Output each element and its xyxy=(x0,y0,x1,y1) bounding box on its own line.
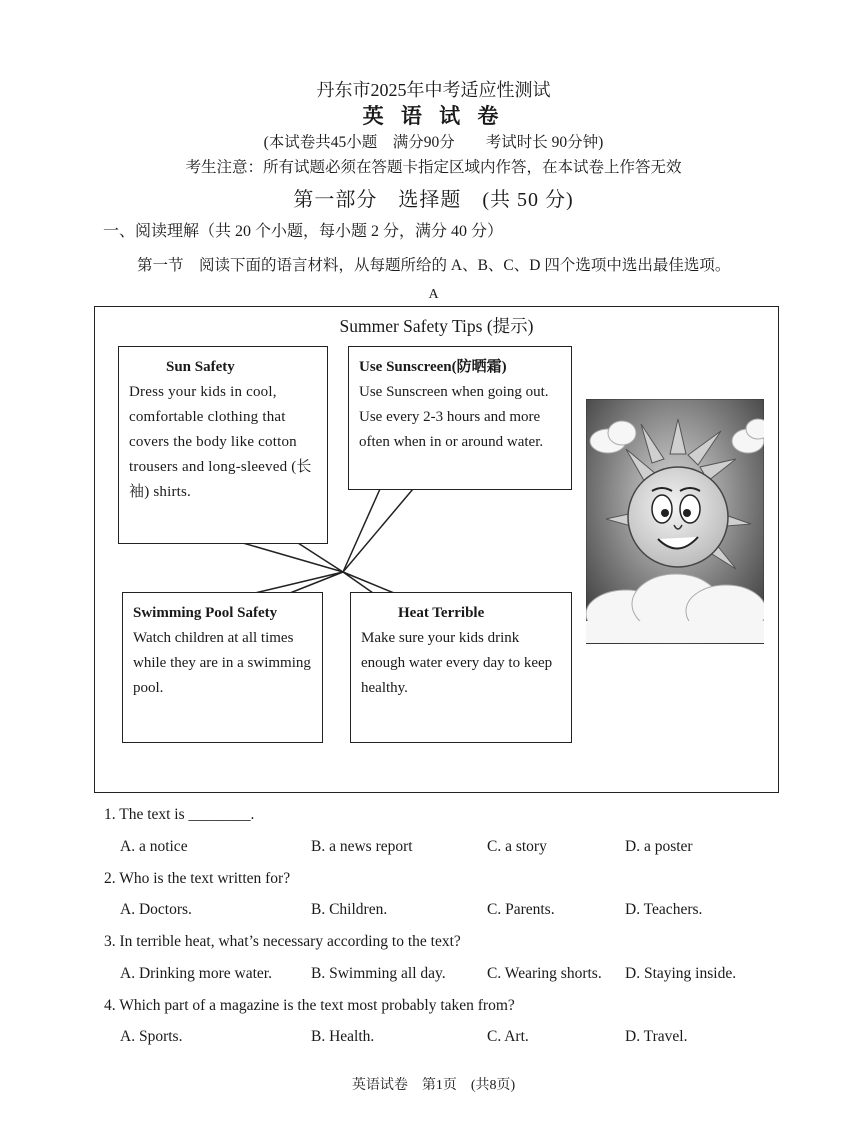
question-2-stem: 2. Who is the text written for? xyxy=(104,870,291,887)
tip-box-sunscreen xyxy=(348,346,572,490)
tip-body: Dress your kids in cool, comfortable clothing that covers the body like cotton trousers and long-sleeved (长袖) shirts. xyxy=(129,384,312,500)
q2-option-b: B. Children. xyxy=(311,901,388,918)
q4-option-b: B. Health. xyxy=(311,1028,375,1045)
q2-option-d: D. Teachers. xyxy=(625,901,703,918)
tip-box-sun-safety xyxy=(118,346,328,544)
pointer-sunscreen xyxy=(343,489,413,572)
tip-body: Make sure your kids drink enough water every day to keep healthy. xyxy=(361,630,553,696)
tip-heading: Use Sunscreen(防晒霜) xyxy=(359,359,507,375)
part-title: 第一部分 选择题 (共 50 分) xyxy=(293,189,574,211)
section-instruction: 第一节 阅读下面的语言材料，从每题所给的 A、B、C、D 四个选项中选出最佳选项。 xyxy=(137,257,731,274)
pointer-pool xyxy=(255,572,343,593)
question-1-stem: 1. The text is ________. xyxy=(104,806,255,823)
q4-option-c: C. Art. xyxy=(487,1028,529,1045)
smiling-sun-illustration xyxy=(586,399,764,644)
tip-heading: Heat Terrible xyxy=(398,605,485,621)
q3-option-a: A. Drinking more water. xyxy=(120,965,272,982)
tip-body: Use Sunscreen when going out. Use every 2-3 hours and more often when in or around water. xyxy=(359,384,549,450)
q2-option-a: A. Doctors. xyxy=(120,901,192,918)
q3-option-d: D. Staying inside. xyxy=(625,965,737,982)
pointer-sun-safety xyxy=(243,543,343,572)
tip-heading: Swimming Pool Safety xyxy=(133,605,278,621)
subject-title: 英 语 试 卷 xyxy=(362,104,505,128)
q3-option-b: B. Swimming all day. xyxy=(311,965,446,982)
page-footer: 英语试卷 第1页 (共8页) xyxy=(351,1078,516,1093)
q3-option-c: C. Wearing shorts. xyxy=(487,965,602,982)
q1-option-d: D. a poster xyxy=(625,838,693,855)
exam-info: (本试卷共45小题 满分90分 考试时长 90分钟) xyxy=(263,134,604,151)
passage-label: A xyxy=(428,287,439,302)
q2-option-c: C. Parents. xyxy=(487,901,555,918)
q4-option-d: D. Travel. xyxy=(625,1028,688,1045)
q4-option-a: A. Sports. xyxy=(120,1028,183,1045)
section-title: 一、阅读理解（共 20 个小题，每小题 2 分，满分 40 分） xyxy=(103,223,504,240)
tip-body: Watch children at all times while they are in a swimming pool. xyxy=(133,630,311,696)
question-3-stem: 3. In terrible heat, what’s necessary according to the text? xyxy=(104,933,461,950)
exam-notice: 考生注意：所有试题必须在答题卡指定区域内作答，在本试卷上作答无效 xyxy=(185,159,682,176)
q1-option-c: C. a story xyxy=(487,838,547,855)
question-4-stem: 4. Which part of a magazine is the text most probably taken from? xyxy=(104,997,515,1014)
tip-heading: Sun Safety xyxy=(166,359,235,375)
q1-option-a: A. a notice xyxy=(120,838,188,855)
tip-box-pool-safety xyxy=(122,592,323,743)
tip-box-heat xyxy=(350,592,572,743)
exam-title: 丹东市2025年中考适应性测试 xyxy=(316,80,551,100)
pointer-heat xyxy=(343,572,394,593)
poster-title: Summer Safety Tips (提示) xyxy=(339,316,534,336)
q1-option-b: B. a news report xyxy=(311,838,413,855)
